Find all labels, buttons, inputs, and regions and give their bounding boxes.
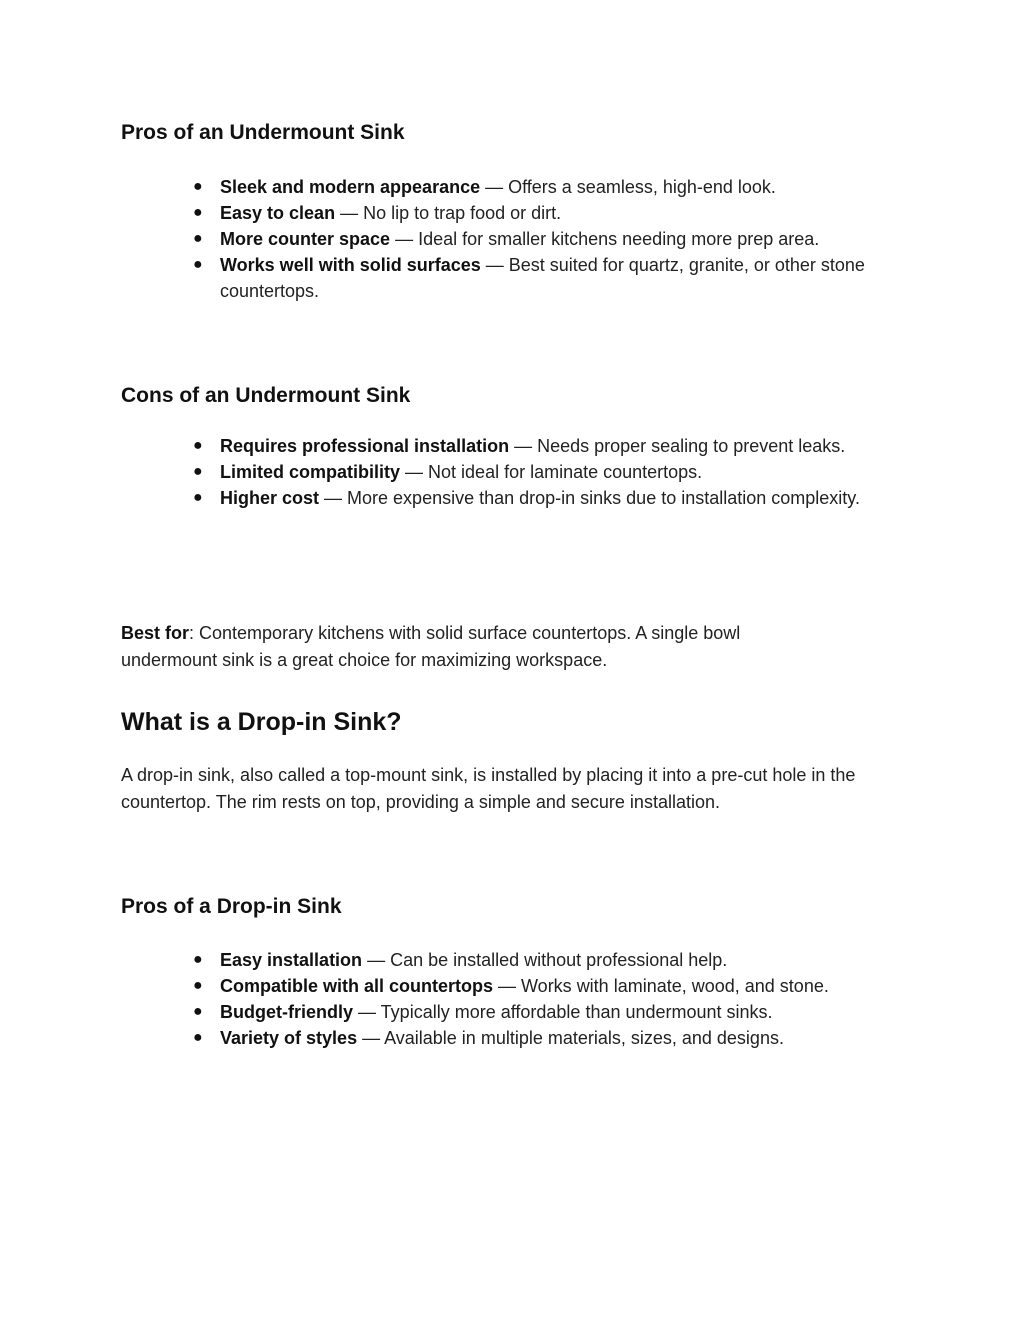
list-item: [183, 485, 913, 511]
list-item: [183, 174, 913, 200]
bullet-icon: ●: [193, 437, 203, 454]
item-label: Compatible with all countertops: [220, 976, 494, 996]
item-label: Sleek and modern appearance: [220, 177, 481, 197]
item-text: — Offers a seamless, high-end look.: [480, 177, 776, 197]
list-pros-drop-in: [183, 947, 913, 1051]
bullet-icon: ●: [193, 1029, 203, 1046]
list-item: [183, 999, 913, 1025]
list-item: [183, 973, 913, 999]
heading-pros-undermount: Pros of an Undermount Sink: [121, 121, 405, 144]
item-text: — No lip to trap food or dirt.: [335, 203, 562, 223]
item-text: — Needs proper sealing to prevent leaks.: [509, 436, 846, 456]
bullet-icon: ●: [193, 178, 203, 195]
section-drop-in-intro: [121, 707, 901, 737]
list-item: [183, 433, 913, 459]
bullet-icon: ●: [193, 256, 203, 273]
list-item: [183, 947, 913, 973]
bullet-icon: ●: [193, 1003, 203, 1020]
item-text: — Available in multiple materials, sizes, and designs.: [357, 1028, 784, 1048]
bullet-icon: ●: [193, 204, 203, 221]
list-item: [183, 459, 913, 485]
section-pros-undermount: [121, 120, 901, 146]
bullet-icon: ●: [193, 230, 203, 247]
item-label: Limited compatibility: [220, 462, 401, 482]
heading-pros-drop-in: Pros of a Drop-in Sink: [121, 895, 342, 918]
item-label: Variety of styles: [220, 1028, 358, 1048]
item-label: Easy to clean: [220, 203, 336, 223]
bullet-icon: ●: [193, 489, 203, 506]
list-item: [183, 1025, 913, 1051]
item-label: Requires professional installation: [220, 436, 510, 456]
drop-in-paragraph: A drop-in sink, also called a top-mount sink, is installed by placing it into a pre-cut hole in the countertop. The rim rests on top, providing a simple and secure installation.: [121, 765, 856, 812]
list-cons-undermount: [183, 433, 913, 511]
list-item: [183, 226, 913, 252]
bullet-icon: ●: [193, 951, 203, 968]
item-label: Budget-friendly: [220, 1002, 353, 1022]
section-pros-drop-in: [121, 894, 901, 920]
heading-cons-undermount: Cons of an Undermount Sink: [121, 384, 411, 407]
drop-in-description: [121, 762, 891, 815]
item-text: — Best suited for quartz, granite, or other stone countertops.: [220, 255, 865, 301]
item-text: — More expensive than drop-in sinks due to installation complexity.: [319, 488, 860, 508]
item-text: — Ideal for smaller kitchens needing more prep area.: [390, 229, 820, 249]
item-label: Higher cost: [220, 488, 320, 508]
heading-what-is-drop-in: What is a Drop-in Sink?: [121, 708, 402, 736]
best-for-label: Best for: [121, 623, 190, 643]
best-for-text: : Contemporary kitchens with solid surface countertops. A single bowl undermount sink is a great choice for maximizing workspace.: [121, 623, 741, 670]
item-label: Easy installation: [220, 950, 363, 970]
item-label: Works well with solid surfaces: [220, 255, 481, 275]
item-text: — Not ideal for laminate countertops.: [400, 462, 703, 482]
list-pros-undermount: [183, 174, 913, 304]
item-text: — Typically more affordable than undermount sinks.: [353, 1002, 773, 1022]
item-text: — Can be installed without professional help.: [362, 950, 728, 970]
bullet-icon: ●: [193, 463, 203, 480]
list-item: [183, 200, 913, 226]
bullet-icon: ●: [193, 977, 203, 994]
item-text: — Works with laminate, wood, and stone.: [493, 976, 829, 996]
best-for-paragraph: [121, 620, 821, 673]
section-cons-undermount: [121, 383, 901, 409]
item-label: More counter space: [220, 229, 391, 249]
list-item: [183, 252, 913, 304]
